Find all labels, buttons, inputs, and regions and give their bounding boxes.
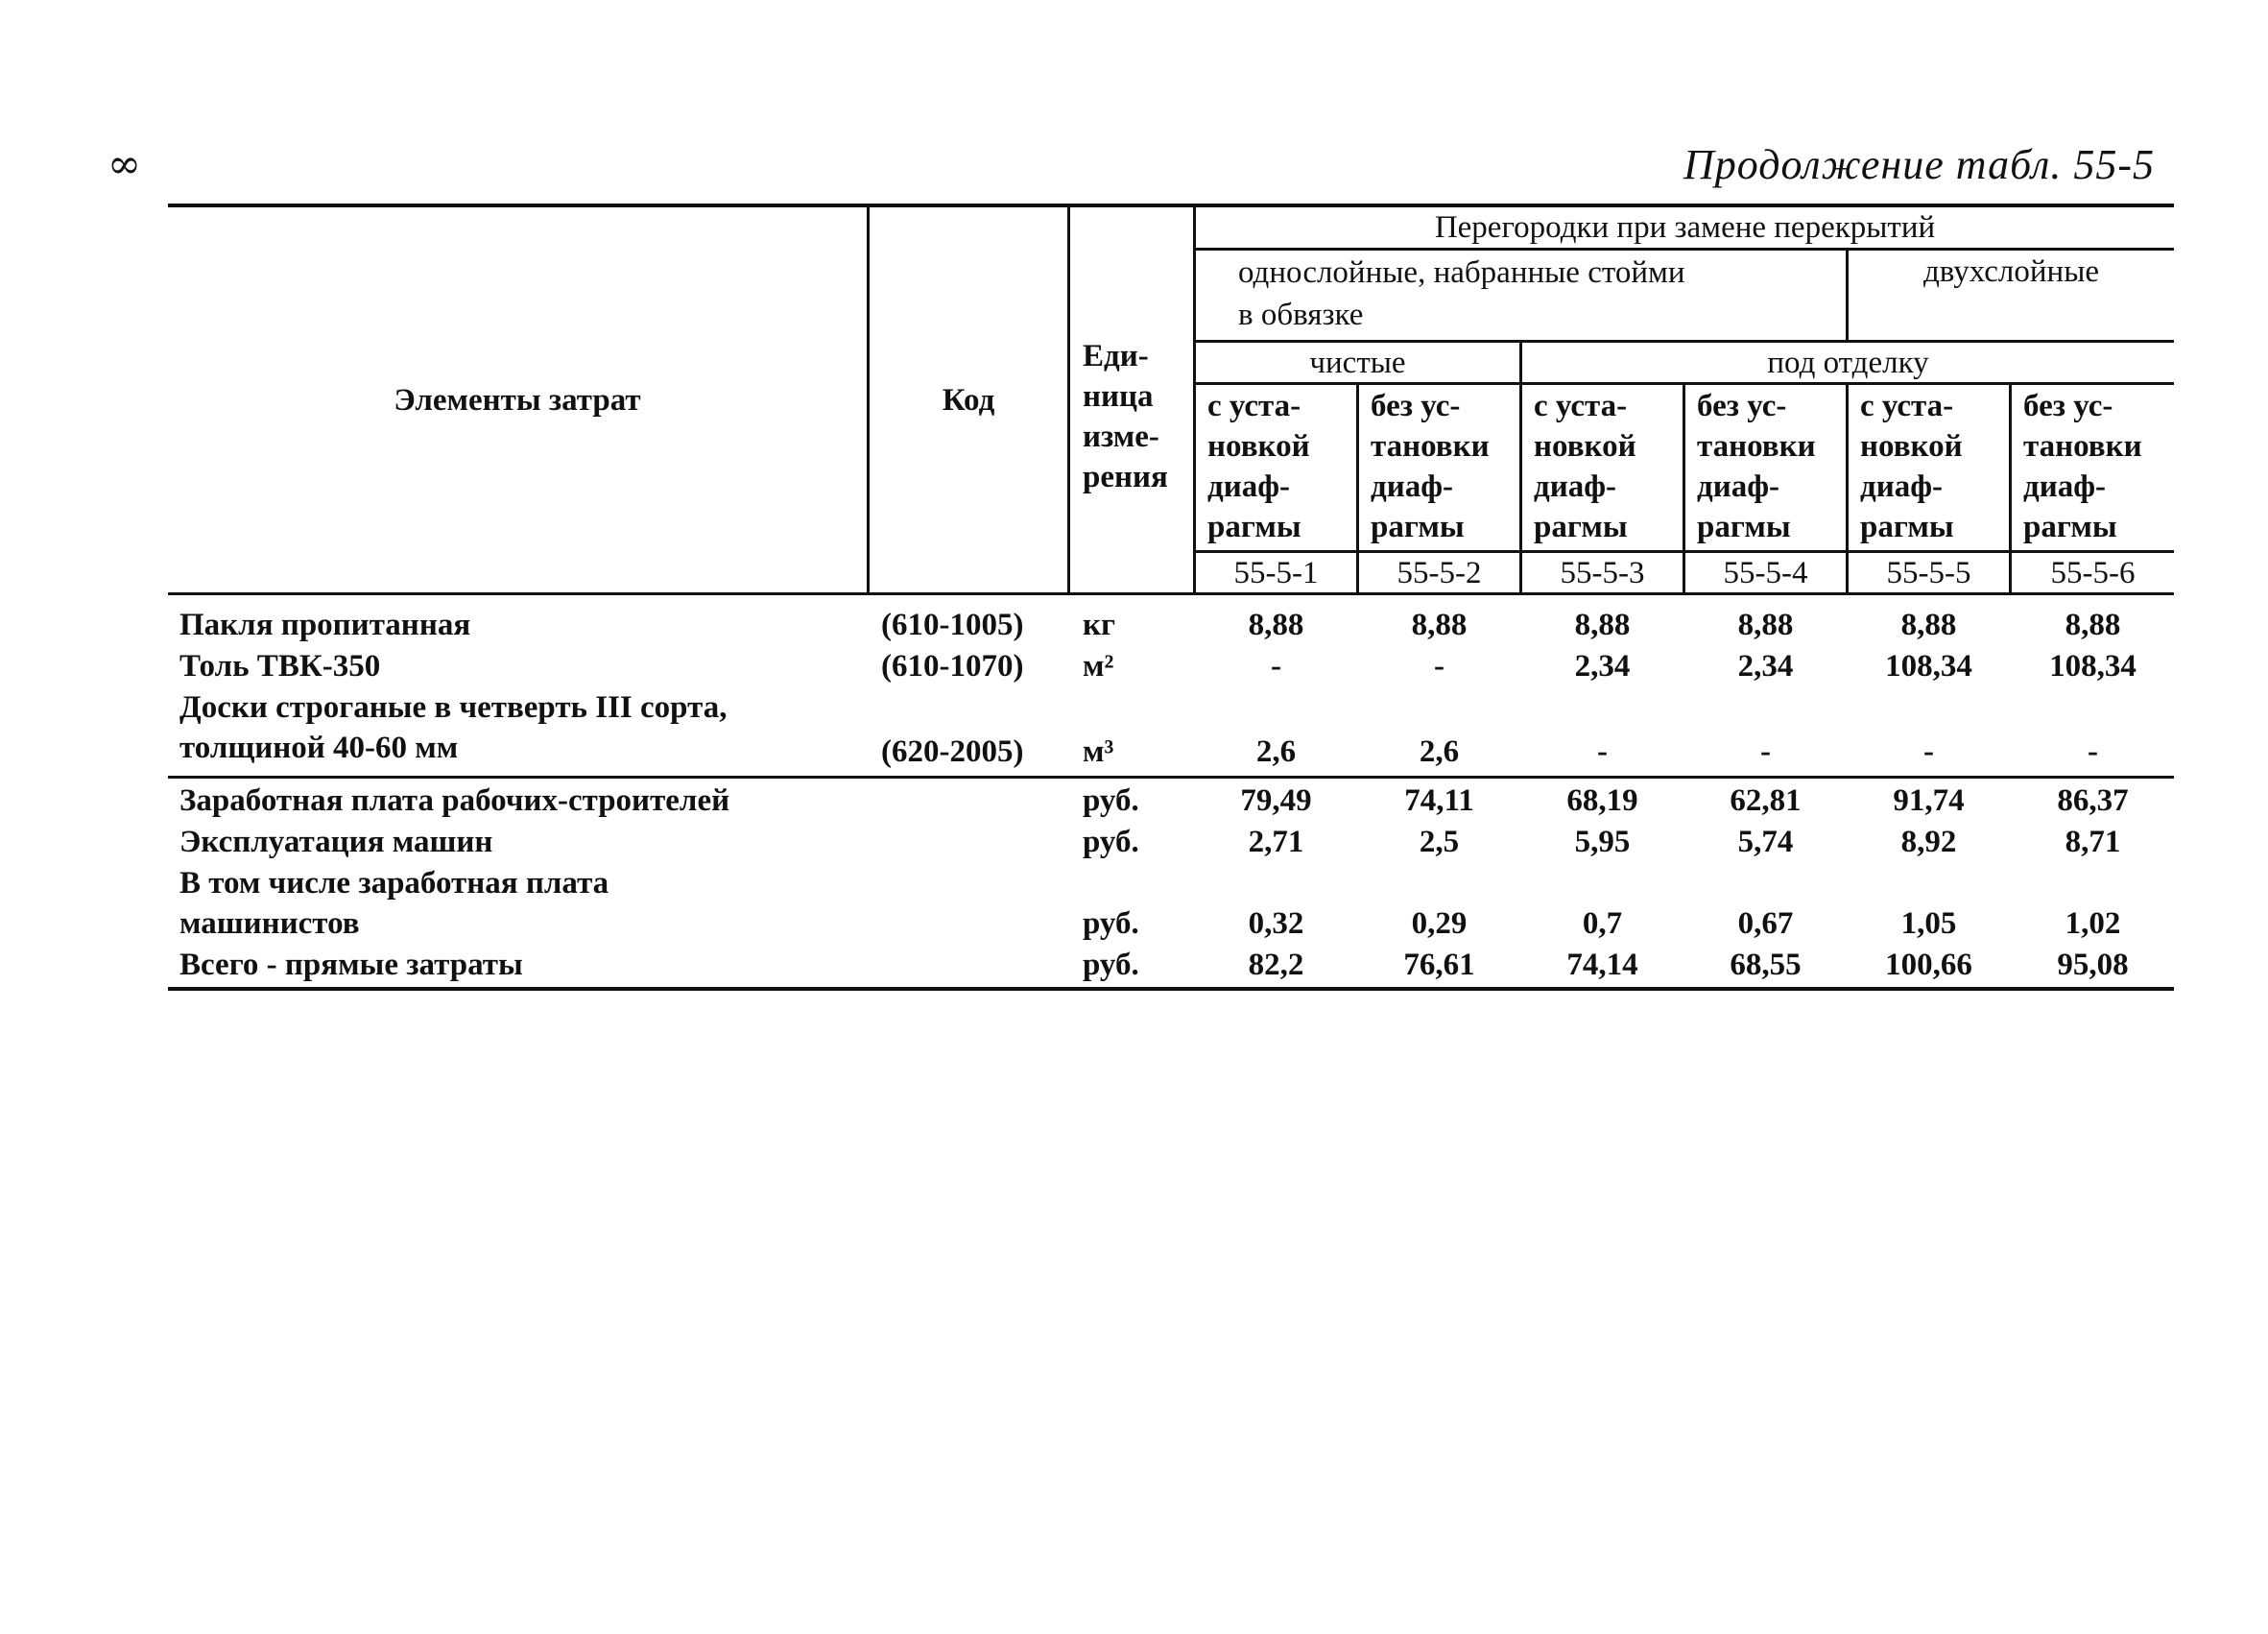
rule-under-group <box>1193 248 2174 251</box>
row-value: 0,29 <box>1411 906 1468 941</box>
vline-unit <box>1067 205 1070 594</box>
row-value: 74,14 <box>1566 948 1638 982</box>
row-value: 8,71 <box>2065 825 2121 859</box>
row-value: 2,34 <box>1737 649 1794 684</box>
row-value: 76,61 <box>1403 948 1475 982</box>
row-value: 2,34 <box>1574 649 1631 684</box>
row-unit: руб. <box>1083 783 1139 818</box>
row-value: 62,81 <box>1730 783 1802 818</box>
row-value: 8,88 <box>1411 608 1468 642</box>
rule-materials-end <box>168 776 2174 779</box>
continuation-title: Продолжение табл. 55-5 <box>1683 141 2155 188</box>
row-value: 2,5 <box>1419 825 1460 859</box>
row-unit: кг <box>1083 608 1115 642</box>
row-unit: руб. <box>1083 948 1139 982</box>
row-value: 0,32 <box>1248 906 1304 941</box>
row-name: Доски строганые в четверть III сорта, толщиной 40-60 мм <box>179 690 728 765</box>
column-code: 55-5-6 <box>2050 556 2136 590</box>
header-double-layer: двухслойные <box>1922 254 2100 289</box>
row-unit: руб. <box>1083 906 1139 941</box>
row-value: 8,88 <box>1574 608 1631 642</box>
column-code: 55-5-2 <box>1397 556 1482 590</box>
row-value: 79,49 <box>1240 783 1312 818</box>
vline-group <box>1193 205 1196 594</box>
row-value: 68,19 <box>1566 783 1638 818</box>
row-name: Пакля пропитанная <box>179 608 471 642</box>
row-value: - <box>1923 734 1934 769</box>
row-value: 2,6 <box>1419 734 1460 769</box>
row-value: 8,88 <box>2065 608 2121 642</box>
column-code: 55-5-4 <box>1723 556 1808 590</box>
row-value: 5,95 <box>1574 825 1631 859</box>
header-sub-5: с уста- новкой диаф- рагмы <box>1860 389 1963 544</box>
row-code: (610-1005) <box>881 608 1024 642</box>
row-name: Всего - прямые затраты <box>179 948 523 982</box>
header-sub-1: с уста- новкой диаф- рагмы <box>1207 389 1310 544</box>
row-value: 8,88 <box>1900 608 1957 642</box>
row-code: (620-2005) <box>881 734 1024 769</box>
row-value: 108,34 <box>2049 649 2137 684</box>
row-name: Заработная плата рабочих-строителей <box>179 783 730 818</box>
header-code: Код <box>942 383 995 418</box>
row-value: 100,66 <box>1885 948 1972 982</box>
page-mark: ∞ <box>107 140 141 187</box>
row-value: 68,55 <box>1730 948 1802 982</box>
header-elements: Элементы затрат <box>394 383 641 418</box>
header-unit: Еди- ница изме- рения <box>1083 339 1168 494</box>
row-value: 1,02 <box>2065 906 2121 941</box>
row-value: - <box>1760 734 1771 769</box>
row-value: 1,05 <box>1900 906 1957 941</box>
row-name: В том числе заработная плата машинистов <box>179 866 609 941</box>
row-value: - <box>2088 734 2098 769</box>
header-single-layer: однослойные, набранные стойми в обвязке <box>1238 255 1685 332</box>
row-value: 2,71 <box>1248 825 1304 859</box>
row-value: 8,88 <box>1737 608 1794 642</box>
row-value: 95,08 <box>2057 948 2129 982</box>
row-value: 86,37 <box>2057 783 2129 818</box>
row-unit: м² <box>1083 649 1114 684</box>
row-code: (610-1070) <box>881 649 1024 684</box>
column-code: 55-5-1 <box>1233 556 1319 590</box>
header-sub-4: без ус- тановки диаф- рагмы <box>1697 389 1816 544</box>
row-value: - <box>1434 649 1444 684</box>
row-unit: м³ <box>1083 734 1114 769</box>
row-value: - <box>1271 649 1281 684</box>
table-bottom-rule <box>168 987 2174 991</box>
row-name: Толь ТВК-350 <box>179 649 381 684</box>
row-name: Эксплуатация машин <box>179 825 493 859</box>
header-group: Перегородки при замене перекрытий <box>1434 210 1936 245</box>
column-code: 55-5-3 <box>1560 556 1645 590</box>
row-value: 8,92 <box>1900 825 1957 859</box>
row-value: 91,74 <box>1893 783 1965 818</box>
column-code: 55-5-5 <box>1886 556 1971 590</box>
header-sub-3: с уста- новкой диаф- рагмы <box>1534 389 1636 544</box>
header-sub-6: без ус- тановки диаф- рагмы <box>2023 389 2142 544</box>
row-value: 5,74 <box>1737 825 1794 859</box>
row-unit: руб. <box>1083 825 1139 859</box>
row-value: 0,7 <box>1582 906 1623 941</box>
header-finishing: под отделку <box>1767 346 1929 380</box>
row-value: 74,11 <box>1404 783 1474 818</box>
header-clean: чистые <box>1309 346 1406 380</box>
row-value: 8,88 <box>1248 608 1304 642</box>
row-value: 108,34 <box>1885 649 1972 684</box>
header-sub-2: без ус- тановки диаф- рагмы <box>1371 389 1490 544</box>
row-value: 82,2 <box>1248 948 1304 982</box>
row-value: - <box>1597 734 1608 769</box>
row-value: 2,6 <box>1255 734 1297 769</box>
row-value: 0,67 <box>1737 906 1794 941</box>
